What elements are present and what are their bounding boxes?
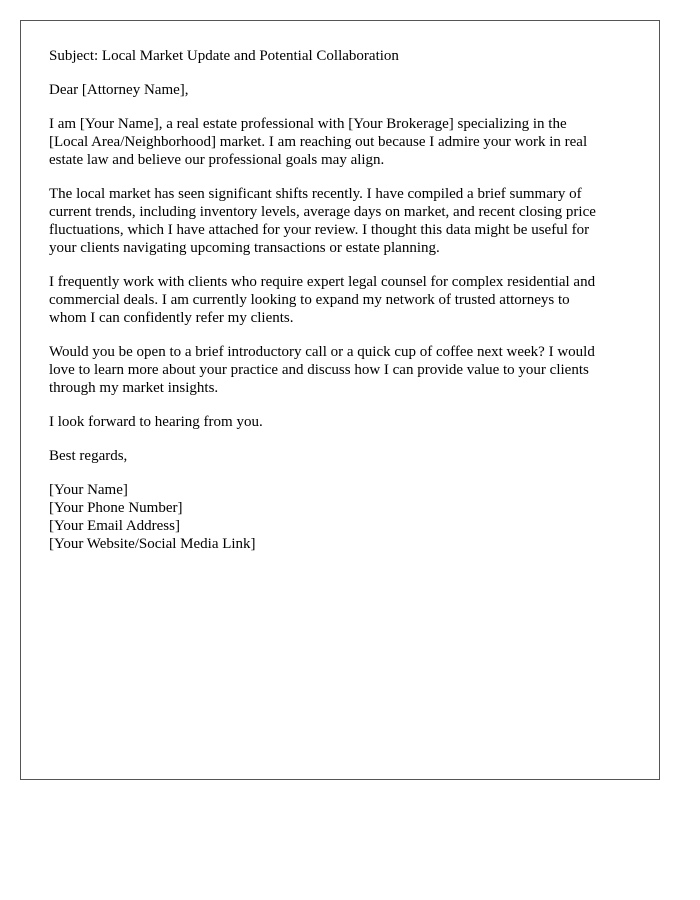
paragraph-line: The local market has seen significant shifts recently. I have compiled a brief summary of [49,186,582,202]
sign-off-line: Best regards, [49,448,128,464]
closing-line: I look forward to hearing from you. [49,414,263,430]
signature-name: [Your Name] [49,482,128,498]
paragraph-line: estate law and believe our professional goals may align. [49,152,385,168]
signature-email: [Your Email Address] [49,518,180,534]
paragraph-line: love to learn more about your practice and discuss how I can provide value to your clients [49,362,589,378]
paragraph-line: through my market insights. [49,380,219,396]
paragraph-meeting-request [49,343,641,397]
signature-block [49,481,641,553]
letter-body [49,47,641,553]
paragraph-line: commercial deals. I am currently looking to expand my network of trusted attorneys to [49,292,570,308]
paragraph-line: your clients navigating upcoming transactions or estate planning. [49,240,440,256]
paragraph-line: Would you be open to a brief introductory call or a quick cup of coffee next week? I would [49,344,595,360]
paragraph-line: I am [Your Name], a real estate professional with [Your Brokerage] specializing in the [49,116,567,132]
paragraph-referral-network [49,273,641,327]
paragraph-line: I frequently work with clients who require expert legal counsel for complex residential and [49,274,596,290]
paragraph-line: fluctuations, which I have attached for your review. I thought this data might be useful for [49,222,590,238]
paragraph-line: [Local Area/Neighborhood] market. I am reaching out because I admire your work in real [49,134,588,150]
paragraph-introduction [49,115,641,169]
paragraph-market-update [49,185,641,257]
paragraph-line: whom I can confidently refer my clients. [49,310,294,326]
subject-line: Subject: Local Market Update and Potential Collaboration [49,48,399,64]
letter-subject [49,47,641,65]
letter-sign-off [49,447,641,465]
letter-closing-sentence [49,413,641,431]
paragraph-line: current trends, including inventory levels, average days on market, and recent closing price [49,204,596,220]
signature-phone: [Your Phone Number] [49,500,183,516]
salutation-line: Dear [Attorney Name], [49,82,189,98]
signature-website: [Your Website/Social Media Link] [49,536,256,552]
letter-salutation [49,81,641,99]
